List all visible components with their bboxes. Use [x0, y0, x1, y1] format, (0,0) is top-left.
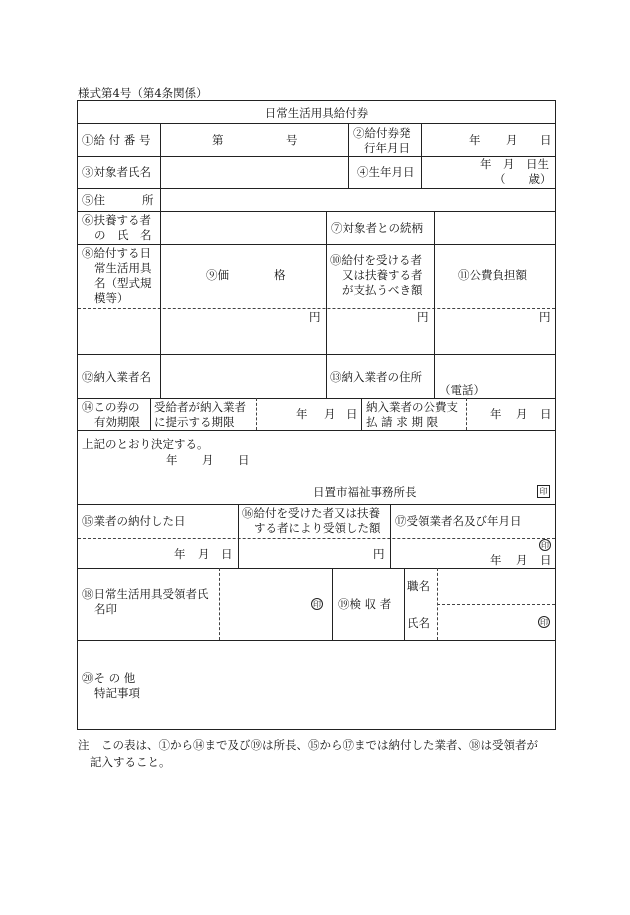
issue-date-label-2: 行年月日 [364, 141, 410, 155]
decision-text: 上記のとおり決定する。 [82, 437, 209, 451]
delivery-year: 年 [174, 547, 186, 561]
price-yen: 円 [309, 310, 321, 324]
supporter-label-1: ⑥扶養する者 [82, 213, 151, 227]
inspector-seal: 印 [540, 618, 548, 627]
issue-date-month: 月 [506, 133, 518, 147]
vline-r8-b [256, 398, 257, 430]
supplier-phone: （電話） [439, 383, 485, 397]
office-seal: 印 [537, 485, 550, 498]
price-label-2: 格 [274, 268, 286, 282]
footnote-line-2: 記入すること。 [90, 755, 171, 769]
vline-r1-a [160, 123, 161, 156]
receipt-seal: 印 [541, 541, 549, 550]
item-label-3: 名（型式規 [94, 276, 152, 290]
vline-r3-a [160, 188, 161, 211]
line-row11-bottom [78, 568, 555, 569]
payer-label-3: が支払うべき額 [342, 283, 423, 297]
post-label: 職名 [407, 579, 430, 593]
payer-label-1: ⑩給付を受ける者 [330, 253, 422, 267]
vline-r12-c [404, 568, 405, 640]
form-title: 日常生活用具給付券 [264, 106, 369, 120]
supplier-address-label: ⑬納入業者の住所 [330, 370, 422, 384]
present-deadline-year: 年 [296, 407, 308, 421]
line-row12-bottom [78, 640, 555, 641]
item-label-2: 常生活用具 [94, 261, 152, 275]
address-label-1: ⑤住 [82, 193, 105, 207]
address-label-2: 所 [142, 193, 154, 207]
delivery-day: 日 [221, 547, 233, 561]
office-name: 日置市福祉事務所長 [313, 485, 417, 499]
issue-date-year: 年 [469, 133, 481, 147]
recipient-label-1: ⑱日常生活用具受領者氏 [82, 587, 209, 601]
age-value: （ 歳） [494, 172, 552, 186]
receipt-label: ⑰受領業者名及び年月日 [395, 514, 522, 528]
decision-year: 年 [166, 453, 178, 467]
vline-r12-d [437, 568, 438, 640]
supporter-label-2: の 氏 名 [94, 228, 152, 242]
issue-date-label-1: ②給付券発 [353, 126, 411, 140]
grant-number-label: ①給 付 番 号 [82, 133, 151, 147]
vline-r7-b [326, 354, 327, 398]
vline-r1011-a [238, 504, 239, 568]
payer-label-2: 又は扶養する者 [342, 268, 423, 282]
vline-r4-a [160, 211, 161, 244]
received-amount-label-2: する者により受領した額 [254, 521, 381, 535]
payer-yen: 円 [417, 310, 429, 324]
vline-r4-b [326, 211, 327, 244]
line-title-bottom [78, 123, 555, 124]
birth-date-label: ④生年月日 [357, 165, 415, 179]
vline-r7-a [160, 354, 161, 398]
claim-deadline-label-2: 払 請 求 期 限 [366, 415, 439, 429]
receipt-day: 日 [540, 553, 552, 567]
line-decision-bottom [78, 504, 555, 505]
vline-r2-a [160, 156, 161, 188]
line-row10-bottom [78, 538, 555, 539]
footnote-line-1: 注 この表は、①から⑭まで及び⑲は所長、⑮から⑰までは納付した業者、⑱は受領者が [78, 738, 538, 752]
vline-r2-c [421, 156, 422, 188]
decision-month: 月 [202, 453, 214, 467]
footnote [78, 737, 538, 771]
item-label-4: 模等） [94, 291, 129, 305]
supplier-name-label: ⑫納入業者名 [82, 370, 151, 384]
inspector-name-label: 氏名 [407, 616, 430, 630]
vline-r8-a [150, 398, 151, 430]
claim-deadline-month: 月 [516, 407, 528, 421]
line-row4-bottom [78, 244, 555, 245]
received-yen: 円 [373, 547, 385, 561]
birth-date-value: 年 月 日生 [480, 157, 549, 171]
vline-r56-c [434, 244, 435, 354]
form-number: 様式第4号（第4条関係） [78, 86, 208, 100]
subject-name-label: ③対象者氏名 [82, 165, 151, 179]
recipient-label-2: 名印 [94, 602, 117, 616]
public-burden-label: ⑪公費負担額 [458, 268, 527, 282]
relation-label: ⑦対象者との続柄 [331, 221, 423, 235]
item-label-1: ⑧給付する日 [82, 246, 151, 260]
delivery-month: 月 [198, 547, 210, 561]
inspector-label: ⑲検 収 者 [338, 597, 392, 611]
issue-date-day: 日 [540, 133, 552, 147]
public-yen: 円 [539, 310, 551, 324]
voucher-form [77, 100, 556, 730]
vline-r4-c [434, 211, 435, 244]
present-deadline-month: 月 [324, 407, 336, 421]
claim-deadline-year: 年 [490, 407, 502, 421]
vline-r56-a [160, 244, 161, 354]
other-label-2: 特記事項 [94, 686, 140, 700]
vline-r12-b [332, 568, 333, 640]
validity-label-1: ⑭この券の [82, 400, 140, 414]
other-label-1: ⑳そ の 他 [82, 671, 136, 685]
delivery-date-label: ⑮業者の納付した日 [82, 514, 186, 528]
claim-deadline-label-1: 納入業者の公費支 [366, 400, 458, 414]
vline-r2-b [348, 156, 349, 188]
vline-r8-d [466, 398, 467, 430]
vline-r7-c [434, 354, 435, 398]
receipt-month: 月 [516, 553, 528, 567]
present-deadline-day: 日 [346, 407, 358, 421]
present-deadline-label-1: 受給者が納入業者 [154, 400, 246, 414]
receipt-year: 年 [490, 553, 502, 567]
validity-label-2: 有効期限 [94, 415, 140, 429]
vline-r12-a [219, 568, 220, 640]
line-row5-bottom [78, 308, 555, 309]
vline-r8-c [361, 398, 362, 430]
vline-r1-c [421, 123, 422, 156]
recipient-seal: 印 [313, 600, 321, 609]
decision-day: 日 [238, 453, 250, 467]
line-row8-bottom [78, 430, 555, 431]
vline-r1011-b [390, 504, 391, 568]
line-row6-bottom [78, 354, 555, 355]
line-inspector-split [437, 604, 555, 605]
vline-r56-b [326, 244, 327, 354]
received-amount-label-1: ⑯給付を受けた者又は扶養 [242, 506, 380, 520]
present-deadline-label-2: に提示する期限 [154, 415, 235, 429]
line-row2-bottom [78, 188, 555, 189]
claim-deadline-day: 日 [540, 407, 552, 421]
grant-number-dai: 第 [212, 133, 224, 147]
line-row3-bottom [78, 211, 555, 212]
vline-r1-b [348, 123, 349, 156]
price-label-1: ⑨価 [206, 268, 229, 282]
grant-number-go: 号 [286, 133, 298, 147]
